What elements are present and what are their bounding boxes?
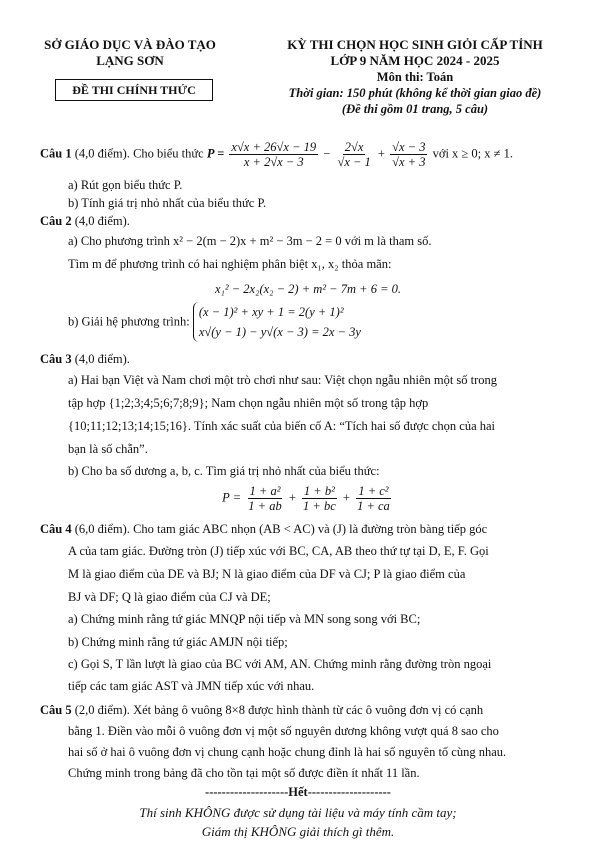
question-label: Câu 2 xyxy=(40,214,72,228)
fraction-3: $\frac{√x - 3}{√x + 3}$ xyxy=(392,140,426,169)
question-label: Câu 1 xyxy=(40,146,72,161)
question-2-part-b xyxy=(68,302,361,342)
question-4-line3: M là giao điểm của DE và BJ; N là giao điểm của DF và CJ; P là giao điểm của xyxy=(68,567,466,581)
question-text: Cho tam giác ABC nhọn (AB < AC) và (J) là đường tròn bàng tiếp góc xyxy=(133,522,488,536)
question-3-formula: P = $\frac{\text{1 + a²}}{1 + ab}$ + $\frac{\text{1 + b²}}{1 + bc}$ + $\frac{\text{1 + c²}}{1 + ca}$ xyxy=(222,484,390,513)
question-points: (4,0 điểm). xyxy=(74,146,130,161)
question-2-part-a-line1: a) Cho phương trình x² − 2(m − 2)x + m² − 3m − 2 = 0 với m là tham số. xyxy=(68,234,432,248)
exam-title: KỲ THI CHỌN HỌC SINH GIỎI CẤP TỈNH xyxy=(287,37,543,52)
question-1: Câu 1 (4,0 điểm). Cho biểu thức P = $\frac{x√x + 26√x - 19}{x + 2√x - 3}$ − $\frac{2√x}{√x - 1}$ + $\frac{√x - 3}{√x + 3}$ với x ≥ 0; x ≠ 1. xyxy=(40,140,513,169)
question-4-line4: BJ và DF; Q là giao điểm của CJ và DE; xyxy=(68,590,271,604)
question-4-part-b: b) Chứng minh rằng tứ giác AMJN nội tiếp; xyxy=(68,635,288,649)
system-equation-2: x√(y − 1) − y√(x − 3) = 2x − 3y xyxy=(198,325,361,339)
question-4-part-c-line1: c) Gọi S, T lần lượt là giao của BC với AM, AN. Chứng minh rằng đường tròn ngoại xyxy=(68,657,492,671)
question-2 xyxy=(40,212,130,231)
official-exam-badge: ĐỀ THI CHÍNH THỨC xyxy=(55,79,213,101)
exam-grade-year: LỚP 9 NĂM HỌC 2024 - 2025 xyxy=(330,53,500,68)
question-3-part-a-line4: bạn là số chẵn”. xyxy=(68,442,148,456)
candidate-note: Thí sinh KHÔNG được sử dụng tài liệu và máy tính cầm tay; xyxy=(139,805,457,820)
question-3 xyxy=(40,350,130,369)
question-1-part-a: a) Rút gọn biểu thức P. xyxy=(68,178,183,192)
province-name: LẠNG SƠN xyxy=(96,53,164,68)
fraction-1: $\frac{x√x + 26√x - 19}{x + 2√x - 3}$ xyxy=(231,140,317,169)
question-3-part-a-line1: a) Hai bạn Việt và Nam chơi một trò chơi như sau: Việt chọn ngẫu nhiên một số trong xyxy=(68,373,498,387)
question-label: Câu 3 xyxy=(40,352,72,366)
proctor-note: Giám thị KHÔNG giải thích gì thêm. xyxy=(201,824,395,839)
question-4 xyxy=(40,520,585,539)
system-equation-1: (x − 1)² + xy + 1 = 2(y + 1)² xyxy=(198,305,344,319)
question-5 xyxy=(40,701,585,720)
question-label: Câu 5 xyxy=(40,703,72,717)
fraction-2: $\frac{2√x}{√x - 1}$ xyxy=(337,140,371,169)
exam-subject: Môn thi: Toán xyxy=(376,70,454,84)
question-points: (4,0 điểm). xyxy=(74,352,130,366)
question-4-line2: A của tam giác. Đường tròn (J) tiếp xúc với BC, CA, AB theo thứ tự tại D, E, F. Gọi xyxy=(68,544,489,558)
exam-page-count: (Đề thi gồm 01 trang, 5 câu) xyxy=(341,102,489,116)
question-label: Câu 4 xyxy=(40,522,72,536)
question-3-part-a-line3: {10;11;12;13;14;15;16}. Tính xác suất của biến cố A: “Tích hai số được chọn của hai xyxy=(68,419,496,433)
question-points: (4,0 điểm). xyxy=(74,214,130,228)
question-4-part-a: a) Chứng minh rằng tứ giác MNQP nội tiếp và MN song song với BC; xyxy=(68,612,421,626)
question-2-condition: x₁² − 2x₂(x₂ − 2) + m² − 7m + 6 = 0. xyxy=(214,282,402,296)
question-1-part-b: b) Tính giá trị nhỏ nhất của biểu thức P. xyxy=(68,196,267,210)
fraction-2: $\frac{\text{1 + b²}}{1 + bc}$ xyxy=(303,484,336,513)
question-3-part-a-line2: tập hợp {1;2;3;4;5;6;7;8;9}; Nam chọn ngẫu nhiên một số trong tập hợp xyxy=(68,396,429,410)
fraction-3: $\frac{\text{1 + c²}}{1 + ca}$ xyxy=(357,484,390,513)
question-text: Xét bảng ô vuông 8×8 được hình thành từ các ô vuông đơn vị có cạnh xyxy=(133,703,484,717)
question-4-part-c-line2: tiếp các tam giác AST và JMN tiếp xúc với nhau. xyxy=(68,679,315,693)
question-points: (2,0 điểm). xyxy=(74,703,130,717)
formula-lhs: P = xyxy=(222,490,242,505)
fraction-1: $\frac{\text{1 + a²}}{1 + ab}$ xyxy=(248,484,282,513)
formula-lhs: P = xyxy=(206,146,225,161)
exam-time: Thời gian: 150 phút (không kể thời gian giao đề) xyxy=(288,86,542,100)
question-2-part-a-line2: Tìm m để phương trình có hai nghiệm phân biệt x₁, x₂ thỏa mãn: xyxy=(68,257,392,271)
question-5-line4: Chứng minh trong bảng đã cho tồn tại một số được điền ít nhất 11 lần. xyxy=(68,766,420,780)
question-5-line2: bằng 1. Điền vào mỗi ô vuông đơn vị một số nguyên dương không vượt quá 8 sao cho xyxy=(68,724,499,738)
end-marker: --------------------Hết-------------------- xyxy=(205,785,391,799)
department-name: SỞ GIÁO DỤC VÀ ĐÀO TẠO xyxy=(44,37,216,52)
system-intro: b) Giải hệ phương trình: xyxy=(68,314,190,329)
question-points: (6,0 điểm). xyxy=(74,522,130,536)
equation-system xyxy=(193,302,361,342)
question-intro: Cho biểu thức xyxy=(133,146,204,161)
question-3-part-b: b) Cho ba số dương a, b, c. Tìm giá trị nhỏ nhất của biểu thức: xyxy=(68,464,380,478)
question-5-line3: hai số ở hai ô vuông đơn vị chung cạnh hoặc chung đỉnh là hai số nguyên tố cùng nhau. xyxy=(68,745,507,759)
condition: với x ≥ 0; x ≠ 1. xyxy=(432,146,513,161)
